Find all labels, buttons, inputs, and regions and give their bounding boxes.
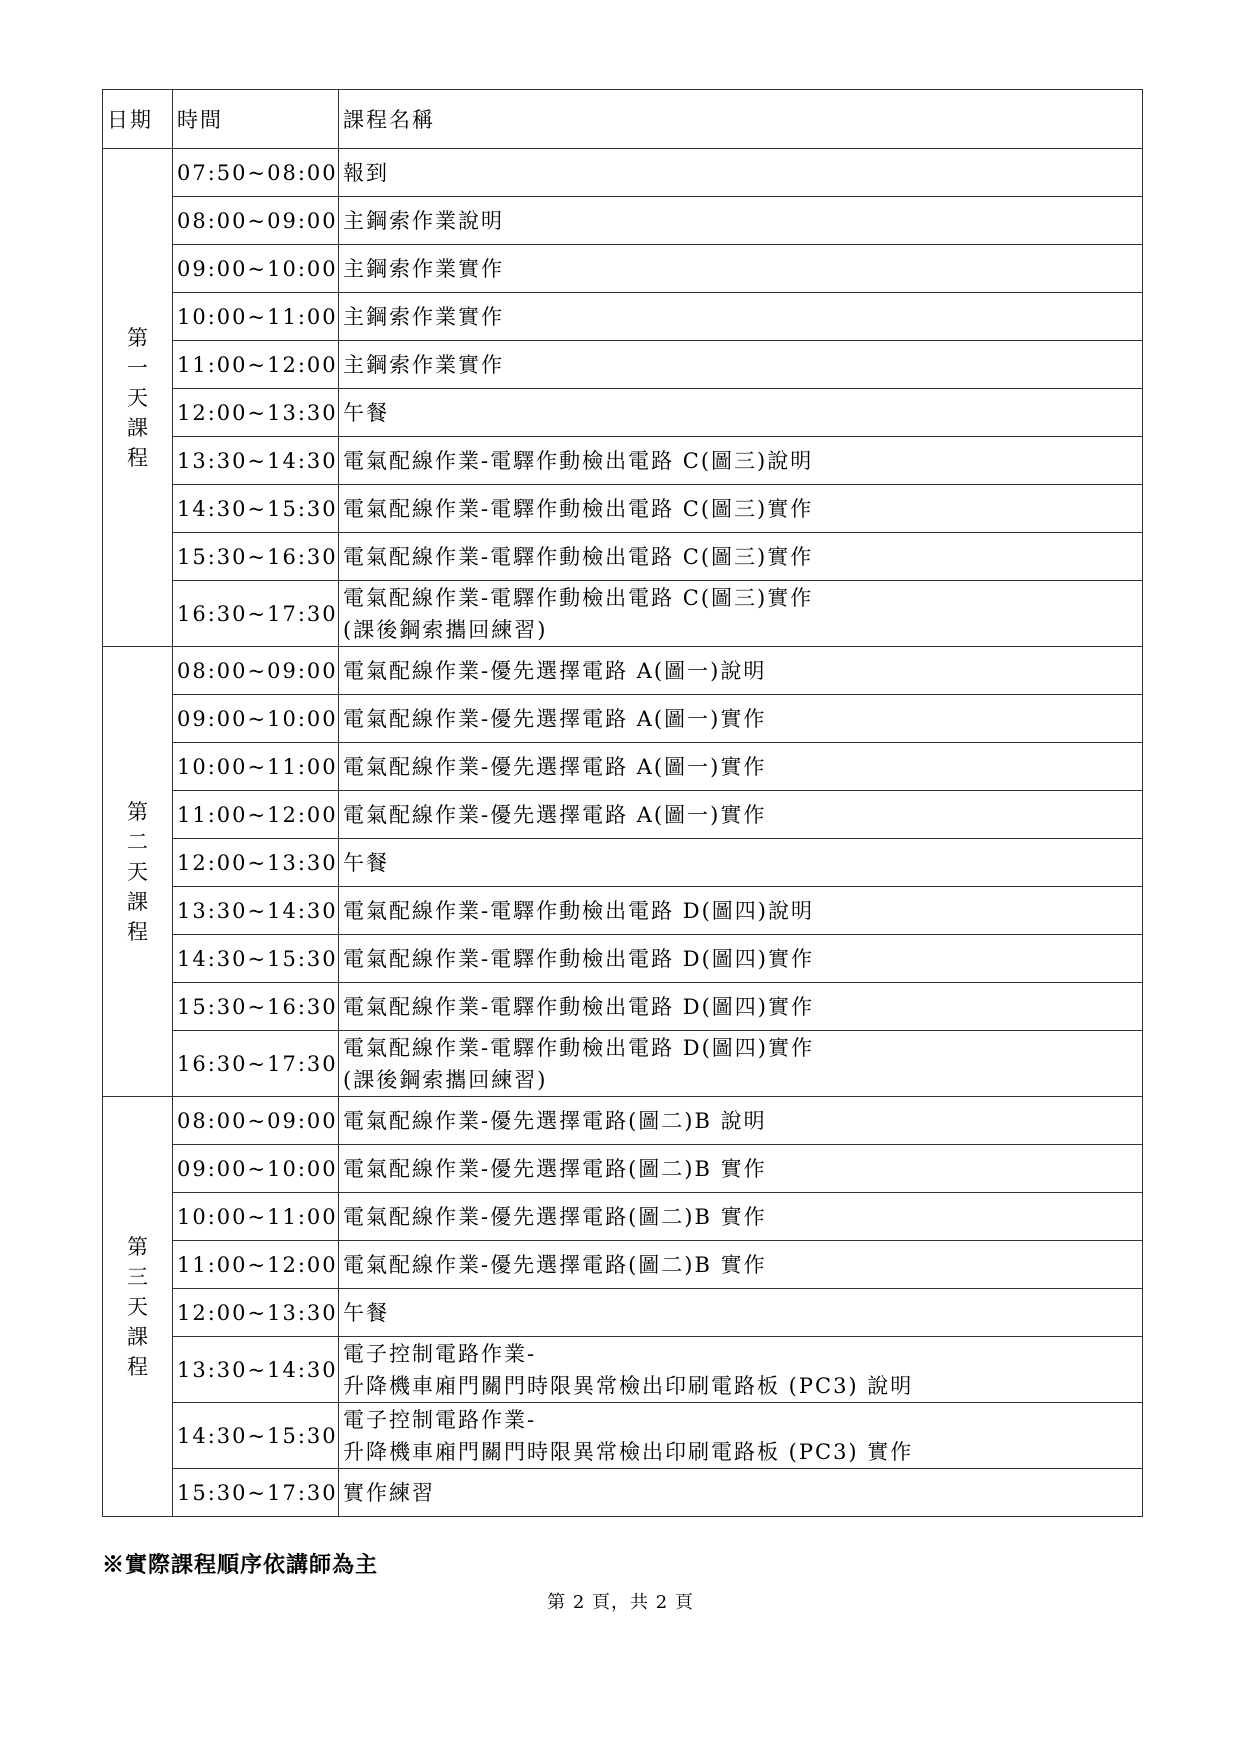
course-cell xyxy=(339,935,1143,983)
day-label: 第二天課程 xyxy=(127,799,148,944)
course-cell xyxy=(339,293,1143,341)
time-cell: 09:00~10:00 xyxy=(173,1145,339,1193)
course-cell xyxy=(339,149,1143,197)
table-row xyxy=(103,647,1143,695)
time-cell: 14:30~15:30 xyxy=(173,1403,339,1469)
course-cell xyxy=(339,887,1143,935)
table-row xyxy=(103,245,1143,293)
table-row xyxy=(103,581,1143,647)
course-cell xyxy=(339,839,1143,887)
time-cell: 14:30~15:30 xyxy=(173,485,339,533)
course-name-line: 電氣配線作業-優先選擇電路(圖二)B 說明 xyxy=(343,1108,767,1133)
table-row xyxy=(103,1337,1143,1403)
course-cell xyxy=(339,1031,1143,1097)
table-row xyxy=(103,1193,1143,1241)
course-name-line: 電氣配線作業-電驛作動檢出電路 D(圖四)實作 xyxy=(343,994,814,1019)
course-cell xyxy=(339,533,1143,581)
course-cell xyxy=(339,485,1143,533)
course-cell xyxy=(339,1403,1143,1469)
time-cell: 10:00~11:00 xyxy=(173,1193,339,1241)
time-cell: 10:00~11:00 xyxy=(173,293,339,341)
course-cell xyxy=(339,437,1143,485)
time-cell: 12:00~13:30 xyxy=(173,389,339,437)
course-name-line: 電氣配線作業-優先選擇電路(圖二)B 實作 xyxy=(343,1252,767,1277)
course-name-line: 午餐 xyxy=(343,400,389,425)
time-cell: 15:30~17:30 xyxy=(173,1469,339,1517)
table-row xyxy=(103,791,1143,839)
course-cell xyxy=(339,1241,1143,1289)
course-name-line: 電子控制電路作業- xyxy=(343,1341,537,1366)
course-name-line: 電氣配線作業-電驛作動檢出電路 D(圖四)實作 xyxy=(343,946,814,971)
course-name-line: 電子控制電路作業- xyxy=(343,1407,537,1432)
schedule-body xyxy=(103,149,1143,1517)
table-row xyxy=(103,1289,1143,1337)
table-row xyxy=(103,533,1143,581)
time-cell: 08:00~09:00 xyxy=(173,647,339,695)
course-cell xyxy=(339,581,1143,647)
course-name-line: 電氣配線作業-優先選擇電路 A(圖一)實作 xyxy=(343,802,767,827)
time-cell: 13:30~14:30 xyxy=(173,1337,339,1403)
time-cell: 11:00~12:00 xyxy=(173,341,339,389)
time-cell: 09:00~10:00 xyxy=(173,245,339,293)
table-row xyxy=(103,293,1143,341)
header-time: 時間 xyxy=(173,90,339,149)
course-name-line: 電氣配線作業-優先選擇電路 A(圖一)說明 xyxy=(343,658,767,683)
course-cell xyxy=(339,389,1143,437)
course-name-line: (課後鋼索攜回練習) xyxy=(343,1067,548,1092)
course-name-line: 實作練習 xyxy=(343,1480,435,1505)
course-name-line: 電氣配線作業-電驛作動檢出電路 C(圖三)實作 xyxy=(343,585,814,610)
table-row xyxy=(103,197,1143,245)
course-cell xyxy=(339,743,1143,791)
day-label: 第三天課程 xyxy=(127,1234,148,1379)
course-name-line: 主鋼索作業說明 xyxy=(343,208,504,233)
course-name-line: 電氣配線作業-優先選擇電路(圖二)B 實作 xyxy=(343,1204,767,1229)
header-date: 日期 xyxy=(103,90,173,149)
table-row xyxy=(103,1469,1143,1517)
course-cell xyxy=(339,1145,1143,1193)
time-cell: 12:00~13:30 xyxy=(173,839,339,887)
day-label: 第一天課程 xyxy=(127,325,148,470)
time-cell: 15:30~16:30 xyxy=(173,533,339,581)
course-schedule-table xyxy=(102,89,1143,1517)
course-cell xyxy=(339,791,1143,839)
table-row xyxy=(103,1097,1143,1145)
table-row xyxy=(103,1241,1143,1289)
time-cell: 13:30~14:30 xyxy=(173,437,339,485)
course-cell xyxy=(339,197,1143,245)
table-row xyxy=(103,1403,1143,1469)
table-row xyxy=(103,485,1143,533)
table-row xyxy=(103,389,1143,437)
course-name-line: 主鋼索作業實作 xyxy=(343,256,504,281)
course-name-line: 電氣配線作業-電驛作動檢出電路 C(圖三)說明 xyxy=(343,448,814,473)
time-cell: 16:30~17:30 xyxy=(173,1031,339,1097)
table-row xyxy=(103,743,1143,791)
course-name-line: 電氣配線作業-電驛作動檢出電路 C(圖三)實作 xyxy=(343,496,814,521)
time-cell: 08:00~09:00 xyxy=(173,197,339,245)
time-cell: 11:00~12:00 xyxy=(173,791,339,839)
table-row xyxy=(103,983,1143,1031)
time-cell: 12:00~13:30 xyxy=(173,1289,339,1337)
course-cell xyxy=(339,983,1143,1031)
course-cell xyxy=(339,1289,1143,1337)
schedule-note: ※實際課程順序依講師為主 xyxy=(102,1552,379,1578)
table-row xyxy=(103,695,1143,743)
course-name-line: 升降機車廂門關門時限異常檢出印刷電路板 (PC3) 說明 xyxy=(343,1373,914,1398)
course-cell xyxy=(339,1337,1143,1403)
table-row xyxy=(103,1145,1143,1193)
table-header-row xyxy=(103,90,1143,149)
time-cell: 13:30~14:30 xyxy=(173,887,339,935)
course-cell xyxy=(339,341,1143,389)
course-name-line: 午餐 xyxy=(343,1300,389,1325)
time-cell: 08:00~09:00 xyxy=(173,1097,339,1145)
course-name-line: 電氣配線作業-優先選擇電路(圖二)B 實作 xyxy=(343,1156,767,1181)
time-cell: 07:50~08:00 xyxy=(173,149,339,197)
table-row xyxy=(103,149,1143,197)
time-cell: 14:30~15:30 xyxy=(173,935,339,983)
course-name-line: (課後鋼索攜回練習) xyxy=(343,617,548,642)
course-name-line: 電氣配線作業-優先選擇電路 A(圖一)實作 xyxy=(343,754,767,779)
course-name-line: 電氣配線作業-電驛作動檢出電路 D(圖四)實作 xyxy=(343,1035,814,1060)
course-name-line: 電氣配線作業-優先選擇電路 A(圖一)實作 xyxy=(343,706,767,731)
course-name-line: 主鋼索作業實作 xyxy=(343,352,504,377)
time-cell: 11:00~12:00 xyxy=(173,1241,339,1289)
course-cell xyxy=(339,1193,1143,1241)
time-cell: 09:00~10:00 xyxy=(173,695,339,743)
day-label-cell xyxy=(103,647,173,1097)
day-label-cell xyxy=(103,1097,173,1517)
header-course-name: 課程名稱 xyxy=(339,90,1143,149)
time-cell: 16:30~17:30 xyxy=(173,581,339,647)
day-label-cell xyxy=(103,149,173,647)
course-cell xyxy=(339,695,1143,743)
table-row xyxy=(103,887,1143,935)
course-cell xyxy=(339,245,1143,293)
course-name-line: 電氣配線作業-電驛作動檢出電路 D(圖四)說明 xyxy=(343,898,814,923)
course-name-line: 電氣配線作業-電驛作動檢出電路 C(圖三)實作 xyxy=(343,544,814,569)
table-row xyxy=(103,437,1143,485)
course-cell xyxy=(339,1469,1143,1517)
table-row xyxy=(103,341,1143,389)
time-cell: 15:30~16:30 xyxy=(173,983,339,1031)
course-name-line: 主鋼索作業實作 xyxy=(343,304,504,329)
course-cell xyxy=(339,647,1143,695)
time-cell: 10:00~11:00 xyxy=(173,743,339,791)
page-number: 第 2 頁，共 2 頁 xyxy=(547,1592,694,1613)
table-row xyxy=(103,935,1143,983)
table-row xyxy=(103,839,1143,887)
course-name-line: 午餐 xyxy=(343,850,389,875)
course-name-line: 升降機車廂門關門時限異常檢出印刷電路板 (PC3) 實作 xyxy=(343,1439,914,1464)
course-cell xyxy=(339,1097,1143,1145)
table-row xyxy=(103,1031,1143,1097)
course-name-line: 報到 xyxy=(343,160,389,185)
